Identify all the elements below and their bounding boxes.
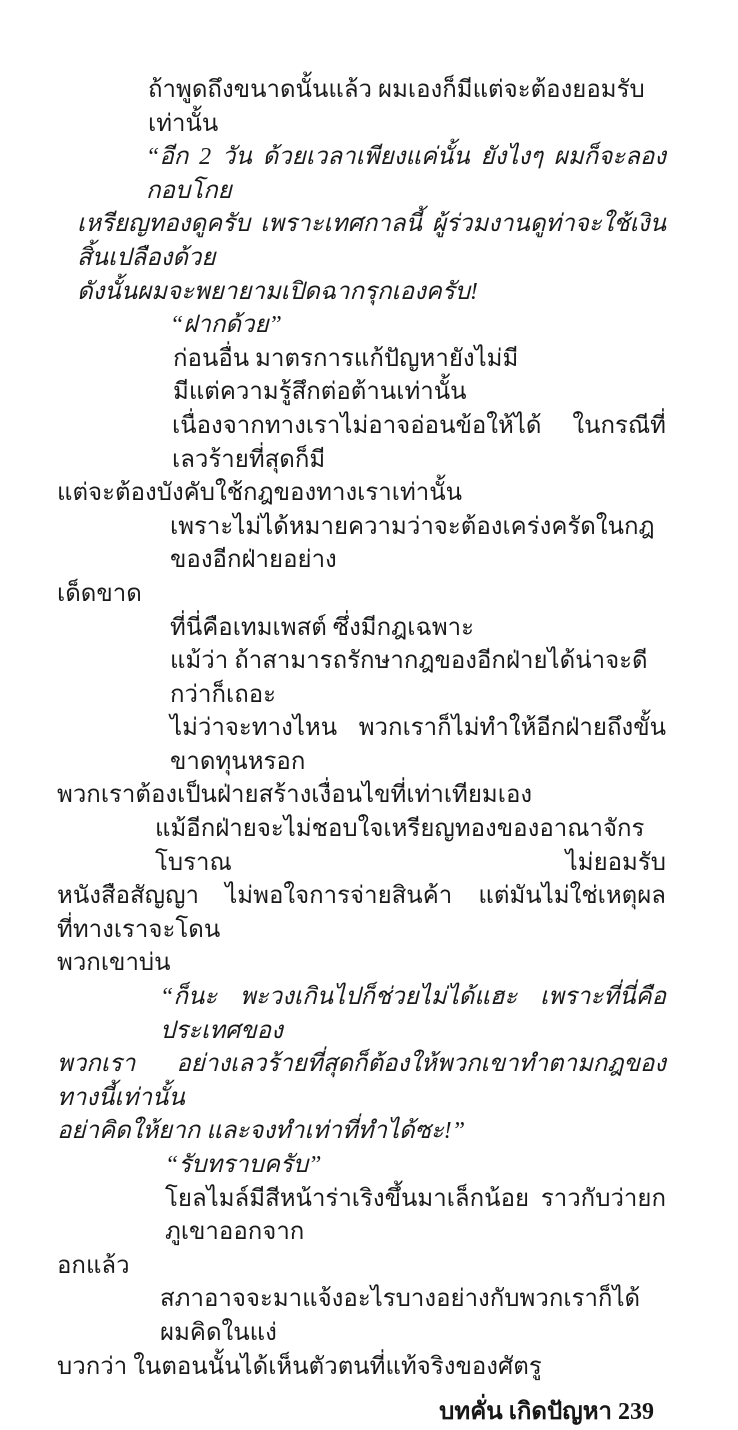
text-line: พวกเขาบ่น (57, 950, 171, 977)
text-line: บวกว่า ในตอนนั้นได้เห็นตัวตนที่แท้จริงของศัตรู (57, 1353, 542, 1380)
text-line: หนังสือสัญญา ไม่พอใจการจ่ายสินค้า แต่มันไม่ใช่เหตุผลที่ทางเราจะโดน (57, 883, 666, 943)
page-footer-chapter-and-page-number: บทคั่น เกิดปัญหา 239 (439, 1399, 654, 1426)
paragraph (57, 376, 666, 410)
text-line: แม้ว่า ถ้าสามารถรักษากฎของอีกฝ่ายได้น่าจะดีกว่าก็เถอะ (170, 648, 648, 708)
text-line: เนื่องจากทางเราไม่อาจอ่อนข้อให้ได้ ในกรณีที่เลวร้ายที่สุดก็มี (172, 412, 666, 473)
text-line: เหรียญทองดูครับ เพราะเทศกาลนี้ ผู้ร่วมงานดูท่าจะใช้เงินสิ้นเปลืองด้วย (77, 211, 666, 271)
text-line: สภาอาจจะมาแจ้งอะไรบางอย่างกับพวกเราก็ได้ ผมคิดในแง่ (160, 1286, 641, 1346)
text-line: อย่าคิดให้ยาก และจงทำเท่าที่ทำได้ซะ!” (57, 1118, 466, 1145)
text-line: ไม่ว่าจะทางไหน พวกเราก็ไม่ทำให้อีกฝ่ายถึงขั้นขาดทุนหรอก (170, 715, 666, 775)
text-line: ก่อนอื่น มาตรการแก้ปัญหายังไม่มี (173, 345, 519, 372)
paragraph (57, 813, 666, 981)
text-line: พวกเราต้องเป็นฝ่ายสร้างเงื่อนไขที่เท่าเทียมเอง (57, 782, 533, 809)
text-line: พวกเรา อย่างเลวร้ายที่สุดก็ต้องให้พวกเขาทำตามกฎของทางนี้เท่านั้น (57, 1051, 666, 1111)
paragraph (57, 343, 666, 377)
paragraph (57, 410, 666, 511)
text-line: “ก็นะ พะวงเกินไปก็ช่วยไม่ได้แฮะ เพราะที่นี่คือประเทศของ (160, 984, 666, 1044)
text-line: “รับทราบครับ” (165, 1152, 322, 1178)
text-line: แม้อีกฝ่ายจะไม่ชอบใจเหรียญทองของอาณาจักรโบราณ ไม่ยอมรับ (155, 816, 666, 876)
paragraph (57, 981, 666, 1149)
text-line: เด็ดขาด (57, 580, 142, 607)
text-line: ถ้าพูดถึงขนาดนั้นแล้ว ผมเองก็มีแต่จะต้องยอมรับเท่านั้น (148, 77, 645, 137)
paragraph (57, 712, 666, 813)
text-line: มีแต่ความรู้สึกต่อต้านเท่านั้น (173, 379, 467, 406)
text-line: เพราะไม่ได้หมายความว่าจะต้องเคร่งครัดในกฎของอีกฝ่ายอย่าง (170, 513, 655, 574)
text-line: “ฝากด้วย” (170, 312, 282, 339)
text-line: โยลไมล์มีสีหน้าร่าเริงขึ้นมาเล็กน้อย ราวกับว่ายกภูเขาออกจาก (165, 1185, 666, 1246)
paragraph (57, 511, 666, 612)
text-line: ที่นี่คือเทมเพสต์ ซึ่งมีกฎเฉพาะ (170, 614, 475, 641)
page-body (57, 74, 666, 1384)
paragraph (57, 1149, 666, 1183)
text-line: แต่จะต้องบังคับใช้กฎของทางเราเท่านั้น (57, 480, 463, 507)
paragraph (57, 612, 666, 646)
paragraph (77, 141, 666, 309)
text-line: ดังนั้นผมจะพยายามเปิดฉากรุกเองครับ! (77, 278, 478, 305)
paragraph (57, 1283, 666, 1384)
text-line: “อีก 2 วัน ด้วยเวลาเพียงแค่นั้น ยังไงๆ ผมก็จะลองกอบโกย (146, 144, 666, 204)
paragraph (57, 309, 666, 343)
text-line: อกแล้ว (57, 1252, 130, 1279)
paragraph (57, 645, 666, 712)
paragraph (57, 1183, 666, 1284)
paragraph (57, 74, 666, 141)
